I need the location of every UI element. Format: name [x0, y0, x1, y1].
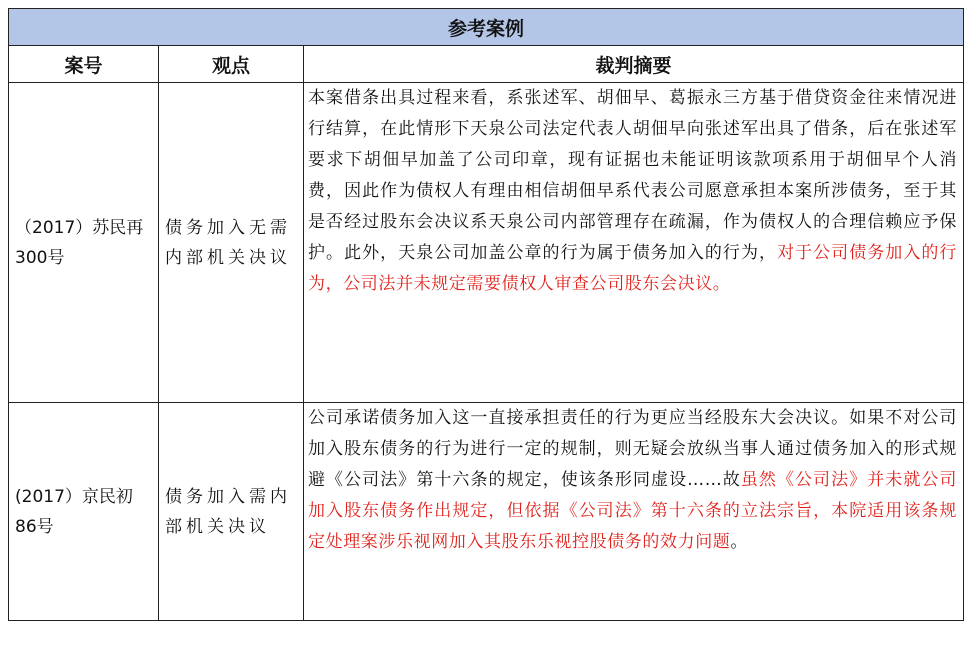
table-row — [9, 403, 964, 621]
case-number: (2017）京民初86号 — [9, 403, 159, 621]
summary-highlight: 虽然《公司法》并未就公司加入股东债务作出规定，但依据《公司法》第十六条的立法宗旨，本院适用该条规定处理案涉乐视网加入其股东乐视控股债务的效力问题 — [308, 470, 958, 552]
table-row — [9, 83, 964, 403]
case-number: （2017）苏民再300号 — [9, 83, 159, 403]
summary-highlight: 对于公司债务加入的行为，公司法并未规定需要债权人审查公司股东会决议。 — [308, 243, 958, 294]
top-margin — [0, 0, 970, 8]
header-case-no: 案号 — [9, 46, 159, 83]
case-summary — [304, 83, 964, 403]
case-view: 债务加入需内部机关决议 — [159, 403, 304, 621]
table-title-row — [9, 9, 964, 46]
header-view: 观点 — [159, 46, 304, 83]
header-summary: 裁判摘要 — [304, 46, 964, 83]
summary-tail: 。 — [730, 532, 749, 552]
summary-text: 公司承诺债务加入这一直接承担责任的行为更应当经股东大会决议。如果不对公司加入股东债务的行为进行一定的规制，则无疑会放纵当事人通过债务加入的形式规避《公司法》第十六条的规定，使该条形同虚设……故 — [308, 408, 958, 490]
table-header-row — [9, 46, 964, 83]
summary-text: 本案借条出具过程来看，系张述军、胡佃早、葛振永三方基于借贷资金往来情况进行结算，在此情形下天泉公司法定代表人胡佃早向张述军出具了借条，后在张述军要求下胡佃早加盖了公司印章，现有证据也未能证明该款项系用于胡佃早个人消费，因此作为债权人有理由相信胡佃早系代表公司愿意承担本案所涉债务，至于其是否经过股东会决议系天泉公司内部管理存在疏漏，作为债权人的合理信赖应予保护。此外，天泉公司加盖公章的行为属于债务加入的行为， — [308, 88, 958, 263]
table-title: 参考案例 — [9, 9, 964, 46]
case-summary — [304, 403, 964, 621]
case-view: 债务加入无需内部机关决议 — [159, 83, 304, 403]
reference-cases-table — [8, 8, 964, 621]
